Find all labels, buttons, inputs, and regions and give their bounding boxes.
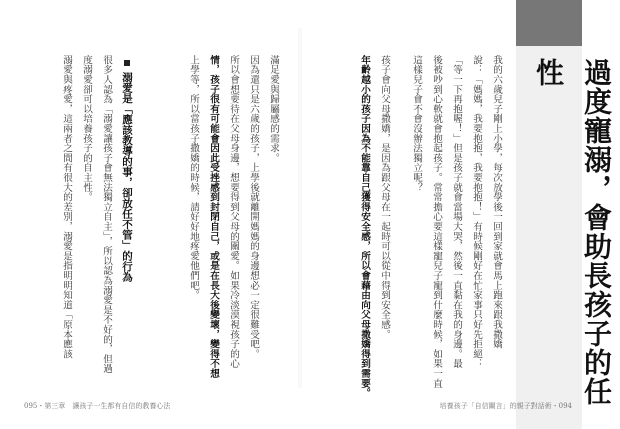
subheading-text: 溺愛是「應該教導的事，卻放任不管」的行為 [121, 71, 133, 282]
left-paragraph-5: 上學等，所以當孩子撒嬌的時候，請好好地疼愛他們吧。 [188, 55, 199, 300]
footer-right: 培養孩子「自信關言」的親子對話術・094 [439, 402, 572, 410]
right-paragraph-6: 孩子會向父母撒嬌，是因為跟父母在一起時可以從中得到安全感。 [379, 55, 390, 340]
right-paragraph-5: 這樣兒子會不會沒辦法獨立呢？ [411, 55, 422, 193]
chapter-tab [516, 0, 582, 46]
left-paragraph-4: 情，孩子很有可能會因此受挫感到封閉自己，或是在長大後變壞，變得不想 [208, 55, 219, 379]
page-title: 過度寵溺，會助長孩子的任性 [532, 58, 613, 406]
left-paragraph-3: 所以會想要待在父母身邊，想要得到父母的關愛。如果冷淡漠視孩子的心 [228, 55, 239, 369]
left-paragraph-6: 很多人認為「溺愛讓孩子會無法獨立自主」，所以認為溺愛是不好的，但過 [101, 55, 112, 374]
page-gutter [298, 28, 302, 388]
footer-left: 095・第三章 讓孩子一生都有自信的教養心法 [24, 402, 171, 410]
right-paragraph-1: 我的六歲兒子剛上小學，每次放學後一回到家就會馬上跑來跟我撒嬌 [491, 55, 502, 349]
right-paragraph-3: 「等一下再抱喔！」但是孩子就會當場大哭，然後一直黏在我的身邊。最 [451, 55, 462, 369]
square-bullet-icon [124, 60, 130, 66]
left-paragraph-1: 滿足愛與歸屬感的需求。 [268, 55, 279, 163]
left-paragraph-8: 溺愛與疼愛，這兩者之間有很大的差別，溺愛是指明明知道「原本應該 [61, 55, 72, 359]
right-bold-text: 年齡越小的孩子因為不能靠自己獲得安全感，所以會藉由向父母撒嬌得到需要。 [359, 55, 370, 398]
subheading [120, 60, 135, 282]
right-paragraph-4: 後被吵到心軟就會抱起孩子。常常擔心要這樣寵兒子寵到什麼時候，如果一直 [431, 55, 442, 389]
left-paragraph-2: 因為還只是六歲的孩子，上學後就離開媽媽的身邊想必一定很難受吧。 [248, 55, 259, 359]
right-paragraph-2: 說：「媽媽，我要抱抱，我要抱抱！」有時候剛好在忙家事只好先拒絕： [471, 55, 482, 369]
left-paragraph-7: 度溺愛卻可以培養孩子的自主性。 [81, 55, 92, 202]
